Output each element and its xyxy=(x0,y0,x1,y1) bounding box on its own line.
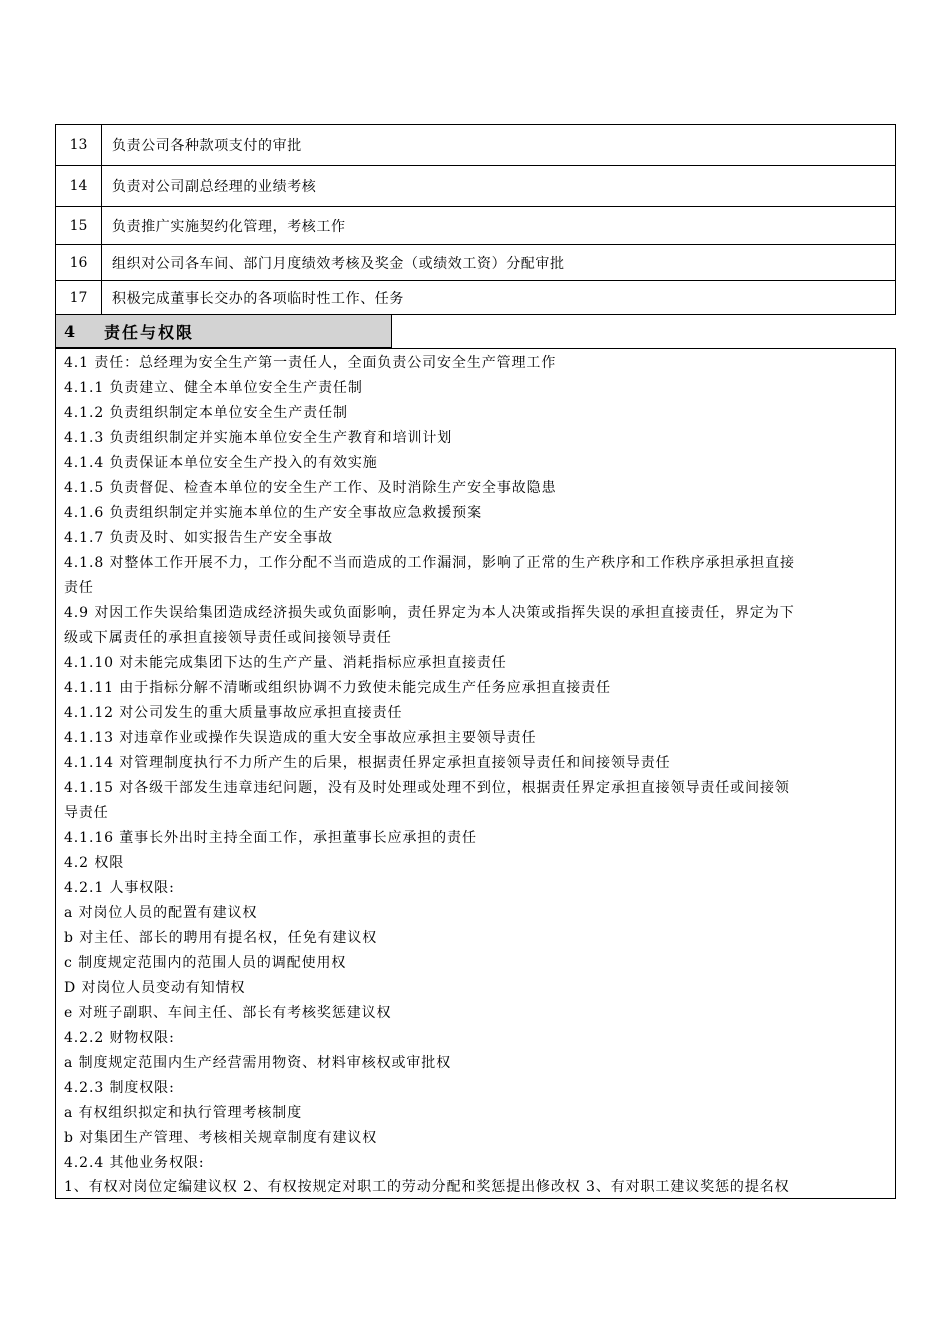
content-line: 4.1.12 对公司发生的重大质量事故应承担直接责任 xyxy=(64,705,403,721)
content-line: 4.9 对因工作失误给集团造成经济损失或负面影响，责任界定为本人决策或指挥失误的承担直接责任，界定为下 xyxy=(64,605,795,621)
content-line: 责任 xyxy=(64,580,94,596)
content-line: a 制度规定范围内生产经营需用物资、材料审核权或审批权 xyxy=(64,1055,452,1071)
row-text: 积极完成董事长交办的各项临时性工作、任务 xyxy=(102,281,896,315)
content-line: 4.2.1 人事权限: xyxy=(64,880,175,896)
content-line: 4.1.2 负责组织制定本单位安全生产责任制 xyxy=(64,405,348,421)
content-line: a 对岗位人员的配置有建议权 xyxy=(64,905,258,921)
content-line: b 对集团生产管理、考核相关规章制度有建议权 xyxy=(64,1130,378,1146)
table-row xyxy=(56,281,896,315)
content-line: 4.2.2 财物权限: xyxy=(64,1030,175,1046)
content-line: 4.1.14 对管理制度执行不力所产生的后果，根据责任界定承担直接领导责任和间接领导责任 xyxy=(64,755,671,771)
content-line: 4.1.6 负责组织制定并实施本单位的生产安全事故应急救援预案 xyxy=(64,505,482,521)
content-line: 4.1.15 对各级干部发生违章违纪问题，没有及时处理或处理不到位，根据责任界定承担直接领导责任或间接领 xyxy=(64,780,790,796)
content-line: 4.1.7 负责及时、如实报告生产安全事故 xyxy=(64,530,333,546)
content-line: c 制度规定范围内的范围人员的调配使用权 xyxy=(64,955,347,971)
row-text: 负责推广实施契约化管理，考核工作 xyxy=(102,207,896,245)
content-line: 4.1.11 由于指标分解不清晰或组织协调不力致使未能完成生产任务应承担直接责任 xyxy=(64,680,611,696)
content-line: e 对班子副职、车间主任、部长有考核奖惩建议权 xyxy=(64,1005,392,1021)
row-text: 负责对公司副总经理的业绩考核 xyxy=(102,166,896,207)
content-line: b 对主任、部长的聘用有提名权，任免有建议权 xyxy=(64,930,378,946)
row-number: 13 xyxy=(56,125,102,166)
table-row xyxy=(56,207,896,245)
table-row xyxy=(56,166,896,207)
content-line: 4.1.5 负责督促、检查本单位的安全生产工作、及时消除生产安全事故隐患 xyxy=(64,480,557,496)
content-line: 4.1.10 对未能完成集团下达的生产产量、消耗指标应承担直接责任 xyxy=(64,655,507,671)
content-line: 4.2 权限 xyxy=(64,855,125,871)
section-heading xyxy=(55,314,392,348)
content-line: 级或下属责任的承担直接领导责任或间接领导责任 xyxy=(64,630,392,646)
responsibility-content xyxy=(55,348,896,1199)
content-line: 4.1.4 负责保证本单位安全生产投入的有效实施 xyxy=(64,455,378,471)
content-line: 4.1.3 负责组织制定并实施本单位安全生产教育和培训计划 xyxy=(64,430,453,446)
row-number: 17 xyxy=(56,281,102,315)
content-line: 4.1.8 对整体工作开展不力，工作分配不当而造成的工作漏洞，影响了正常的生产秩序和工作秩序承担承担直接 xyxy=(64,555,795,571)
content-line: 导责任 xyxy=(64,805,109,821)
section-title: 责任与权限 xyxy=(104,322,195,342)
table-row xyxy=(56,125,896,166)
content-line: 4.1.1 负责建立、健全本单位安全生产责任制 xyxy=(64,380,363,396)
content-line: a 有权组织拟定和执行管理考核制度 xyxy=(64,1105,303,1121)
duty-table xyxy=(55,124,896,315)
table-row xyxy=(56,245,896,281)
row-text: 组织对公司各车间、部门月度绩效考核及奖金（或绩效工资）分配审批 xyxy=(102,245,896,281)
content-line: D 对岗位人员变动有知情权 xyxy=(64,980,246,996)
content-line: 4.1.13 对违章作业或操作失误造成的重大安全事故应承担主要领导责任 xyxy=(64,730,537,746)
content-line: 1、有权对岗位定编建议权 2、有权按规定对职工的劳动分配和奖惩提出修改权 3、有对职工建议奖惩的提名权 xyxy=(64,1179,790,1195)
row-number: 14 xyxy=(56,166,102,207)
section-number: 4 xyxy=(64,321,76,341)
content-line: 4.1.16 董事长外出时主持全面工作，承担董事长应承担的责任 xyxy=(64,830,477,846)
row-number: 16 xyxy=(56,245,102,281)
row-text: 负责公司各种款项支付的审批 xyxy=(102,125,896,166)
content-line: 4.2.3 制度权限: xyxy=(64,1080,175,1096)
content-line: 4.1 责任：总经理为安全生产第一责任人，全面负责公司安全生产管理工作 xyxy=(64,355,557,371)
content-line: 4.2.4 其他业务权限: xyxy=(64,1155,205,1171)
row-number: 15 xyxy=(56,207,102,245)
